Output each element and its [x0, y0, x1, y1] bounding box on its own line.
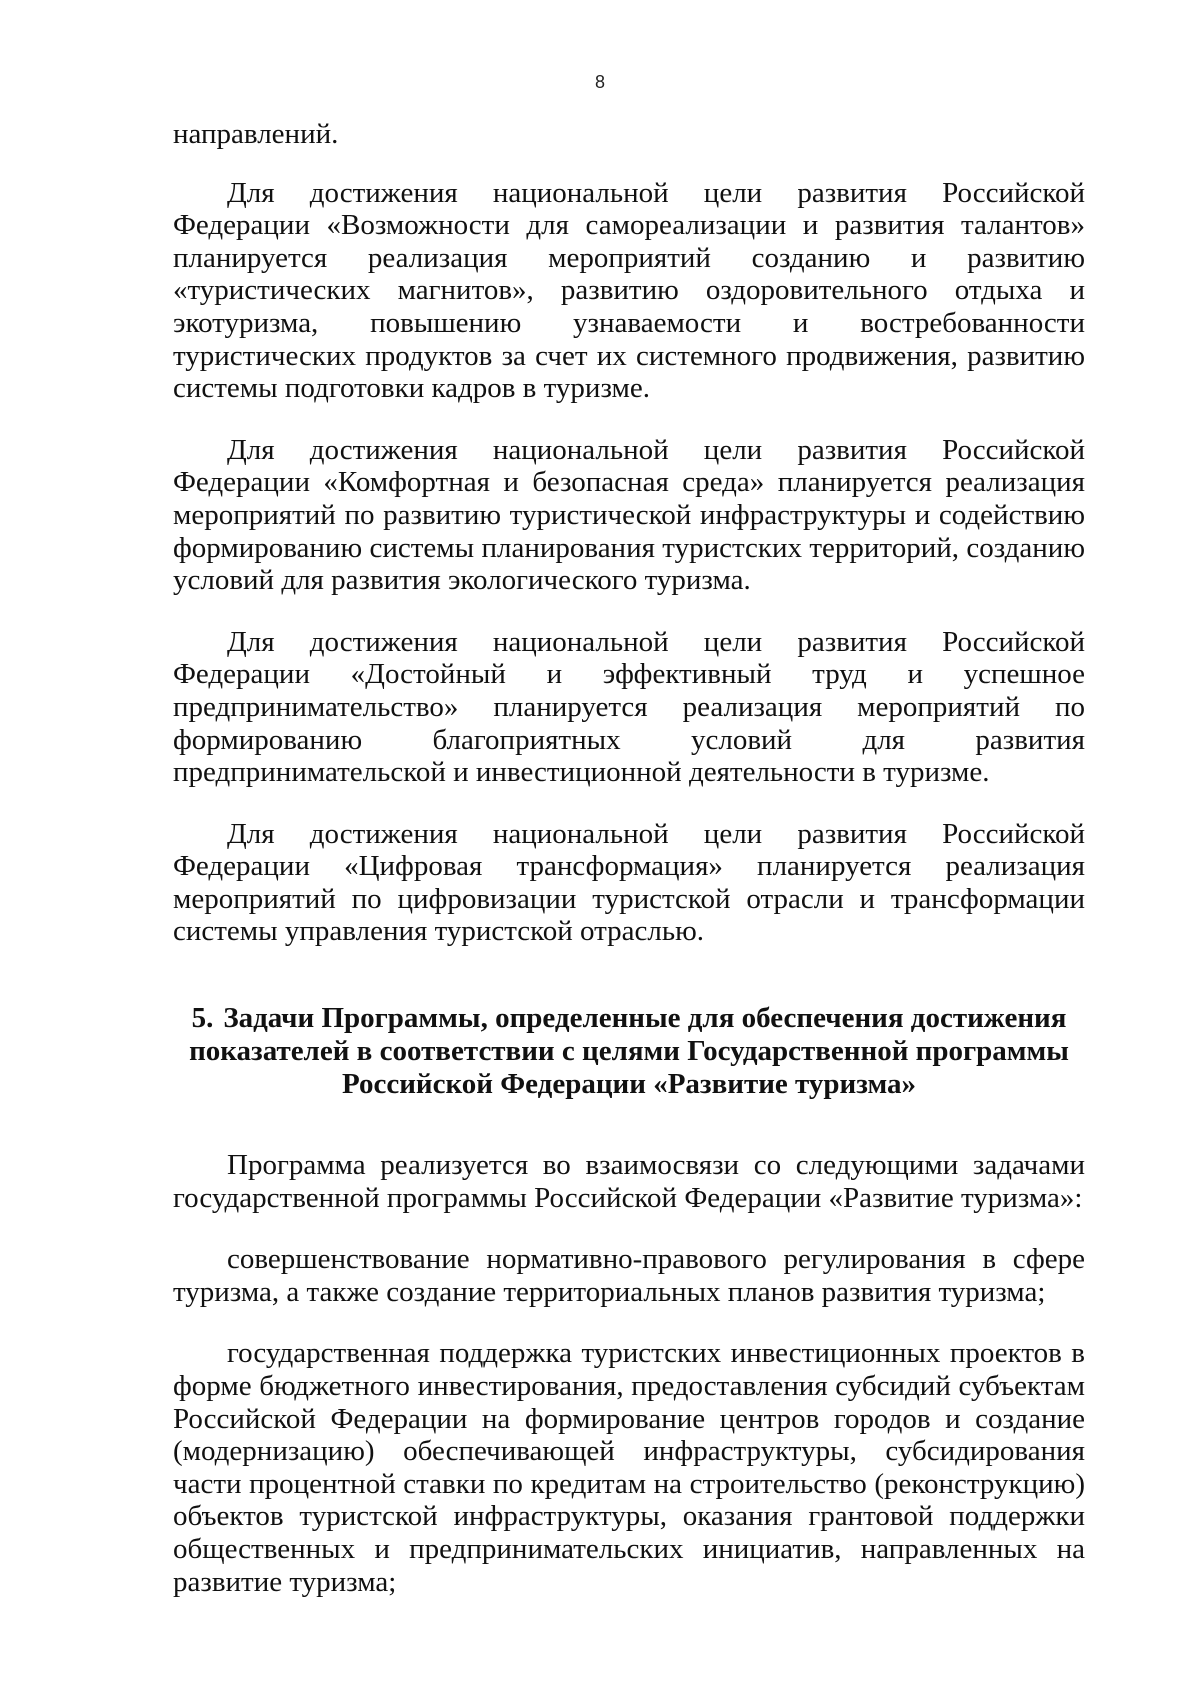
section-heading	[173, 1002, 1085, 1101]
paragraph-goal-labor: Для достижения национальной цели развития Российской Федерации «Достойный и эффективный труд и успешное предпринимательство» планируется реализация мероприятий по формированию благоприятных условий для развития предпринимательской и инвестиционной деятельности в туризме.	[173, 625, 1085, 789]
continuation-text: направлений.	[173, 118, 339, 150]
paragraph-goal-digital: Для достижения национальной цели развития Российской Федерации «Цифровая трансформация» планируется реализация мероприятий по цифровизации туристской отрасли и трансформации системы управления туристской отраслью.	[173, 817, 1085, 948]
paragraph-program-intro: Программа реализуется во взаимосвязи со следующими задачами государственной программы Российской Федерации «Развитие туризма»:	[173, 1149, 1085, 1214]
section-title: Задачи Программы, определенные для обеспечения достижения показателей в соответствии с целями Государственной программы Российской Федерации «Развитие туризма»	[189, 1002, 1069, 1101]
section-number: 5.	[191, 1002, 214, 1035]
paragraph-goal-talents: Для достижения национальной цели развития Российской Федерации «Возможности для самореализации и развития талантов» планируется реализация мероприятий созданию и развитию «туристических магнитов», развитию оздоровительного отдыха и экотуризма, повышению узнаваемости и востребованности туристических продуктов за счет их системного продвижения, развитию системы подготовки кадров в туризме.	[173, 176, 1085, 405]
paragraph-task-regulation: совершенствование нормативно-правового регулирования в сфере туризма, а также создание территориальных планов развития туризма;	[173, 1243, 1085, 1308]
page-content	[173, 118, 1085, 1627]
paragraph-goal-environment: Для достижения национальной цели развития Российской Федерации «Комфортная и безопасная среда» планируется реализация мероприятий по развитию туристической инфраструктуры и содействию формированию системы планирования туристских территорий, созданию условий для развития экологического туризма.	[173, 433, 1085, 597]
page-number: 8	[594, 72, 605, 92]
paragraph-task-support: государственная поддержка туристских инвестиционных проектов в форме бюджетного инвестирования, предоставления субсидий субъектам Российской Федерации на формирование центров городов и создание (модернизацию) обеспечивающей инфраструктуры, субсидирования части процентной ставки по кредитам на строительство (реконструкцию) объектов туристской инфраструктуры, оказания грантовой поддержки общественных и предпринимательских инициатив, направленных на развитие туризма;	[173, 1337, 1085, 1598]
